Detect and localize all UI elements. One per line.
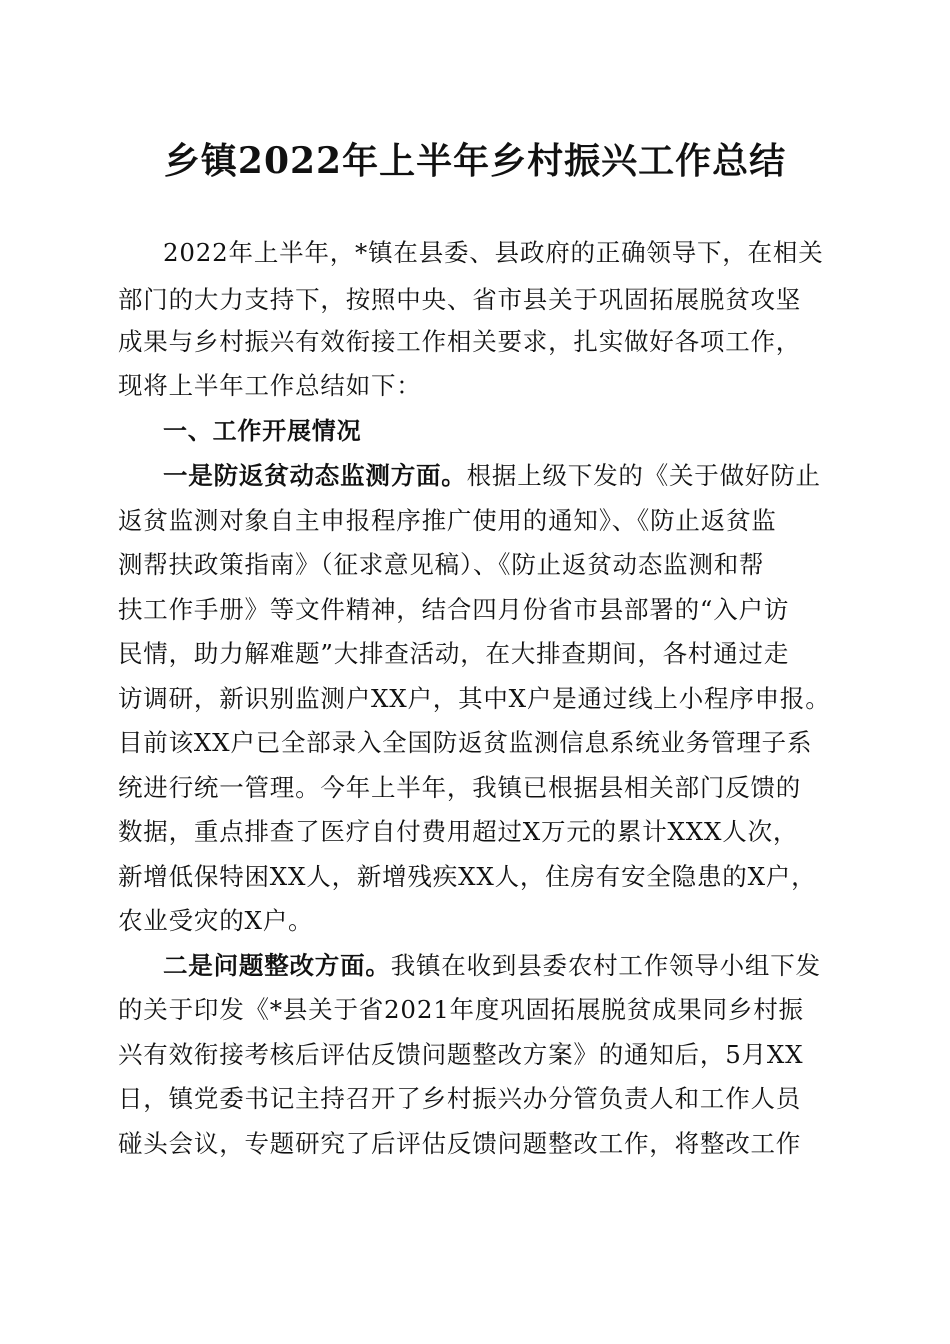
paragraph-line: 新增低保特困XX人，新增残疾XX人，住房有安全隐患的X户， — [118, 862, 817, 891]
paragraph-text: 根据上级下发的《关于做好防止 — [466, 461, 821, 490]
section-heading: 一、工作开展情况 — [163, 417, 362, 445]
paragraph-line: 农业受灾的X户。 — [118, 906, 314, 935]
intro-line: 成果与乡村振兴有效衔接工作相关要求，扎实做好各项工作， — [118, 327, 802, 356]
intro-line: 2022年上半年，*镇在县委、县政府的正确领导下，在相关 — [163, 238, 824, 267]
document-title: 乡镇2022年上半年乡村振兴工作总结 — [163, 140, 787, 182]
paragraph-line: 兴有效衔接考核后评估反馈问题整改方案》的通知后，5月XX — [118, 1040, 804, 1069]
paragraph-line: 访调研，新识别监测户XX户，其中X户是通过线上小程序申报。 — [118, 684, 831, 713]
paragraph-line: 的关于印发《*县关于省2021年度巩固拓展脱贫成果同乡村振 — [118, 995, 804, 1024]
intro-line: 部门的大力支持下，按照中央、省市县关于巩固拓展脱贫攻坚 — [118, 285, 802, 314]
paragraph-line: 返贫监测对象自主申报程序推广使用的通知》、《防止返贫监 — [118, 506, 777, 535]
paragraph-lead: 二是问题整改方面。 — [163, 951, 391, 980]
paragraph-line: 数据，重点排查了医疗自付费用超过X万元的累计XXX人次， — [118, 817, 799, 846]
paragraph-line: 测帮扶政策指南》（征求意见稿）、《防止返贫动态监测和帮 — [118, 550, 765, 579]
paragraph-text: 我镇在收到县委农村工作领导小组下发 — [390, 951, 821, 980]
paragraph-lead: 一是防返贫动态监测方面。 — [163, 461, 467, 490]
intro-line: 现将上半年工作总结如下： — [118, 371, 422, 400]
paragraph-line — [163, 459, 821, 493]
paragraph-line: 统进行统一管理。今年上半年，我镇已根据县相关部门反馈的 — [118, 773, 802, 802]
paragraph-line: 扶工作手册》等文件精神，结合四月份省市县部署的“入户访 — [118, 595, 790, 624]
paragraph-line: 碰头会议，专题研究了后评估反馈问题整改工作，将整改工作 — [118, 1129, 802, 1158]
paragraph-line: 目前该XX户已全部录入全国防返贫监测信息系统业务管理子系 — [118, 728, 813, 757]
paragraph-line — [163, 949, 821, 983]
paragraph-line: 日，镇党委书记主持召开了乡村振兴办分管负责人和工作人员 — [118, 1084, 802, 1113]
paragraph-line: 民情，助力解难题”大排查活动，在大排查期间，各村通过走 — [118, 639, 790, 668]
